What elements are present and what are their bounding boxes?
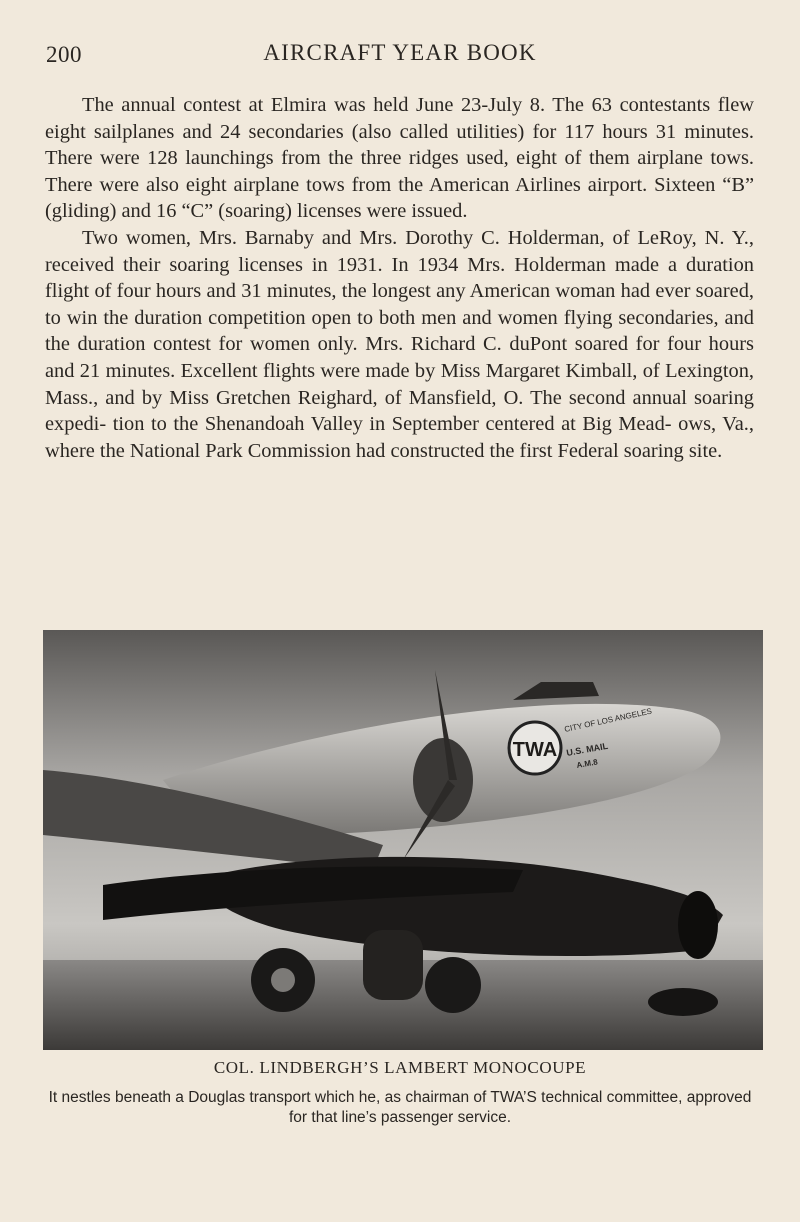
svg-text:TWA: TWA bbox=[512, 739, 558, 761]
body-text bbox=[45, 92, 754, 464]
airplane-photo bbox=[43, 630, 763, 1050]
caption-title: COL. LINDBERGH’S LAMBERT MONOCOUPE bbox=[213, 1058, 587, 1077]
paragraph-women-soaring: Two women, Mrs. Barnaby and Mrs. Dorothy C. Holderman, of LeRoy, N. Y., received their soaring licenses in 1931. In 1934 Mrs. Holderman made a duration flight of four hours and 31 minutes, the longest any American woman had ever soared, to win the duration competition open to both men and women flying secondaries, and the duration contest for women only. Mrs. Richard C. duPont soared for four hours and 21 minutes. Excellent flights were made by Miss Margaret Kimball, of Lexington, Mass., and by Miss Gretchen Reighard, of Mansfield, O. The second annual soaring expedi- tion to the Shenandoah Valley in September centered at Big Mead- ows, Va., where the National Park Commission had constructed the first Federal soaring site. bbox=[45, 226, 754, 462]
city-marking: CITY OF LOS ANGELES bbox=[563, 706, 653, 734]
route-marking: A.M.8 bbox=[575, 757, 599, 770]
paragraph-elmira-contest: The annual contest at Elmira was held June 23-July 8. The 63 contestants flew eight sailplanes and 24 secondaries (also called utilities) for 117 hours 31 minutes. There were 128 launchings from the three ridges used, eight of them airplane tows. There were also eight airplane tows from the American Airlines airport. Sixteen “B” (gliding) and 16 “C” (soaring) licenses were issued. bbox=[45, 94, 754, 223]
page-number: 200 bbox=[46, 42, 82, 67]
caption-text: It nestles beneath a Douglas transport which he, as chairman of TWA’S technical committee, approved for that line’s passenger service. bbox=[48, 1089, 752, 1126]
running-head: AIRCRAFT YEAR BOOK bbox=[263, 40, 537, 65]
twa-logo bbox=[509, 722, 561, 774]
mail-marking: U.S. MAIL bbox=[565, 740, 609, 758]
